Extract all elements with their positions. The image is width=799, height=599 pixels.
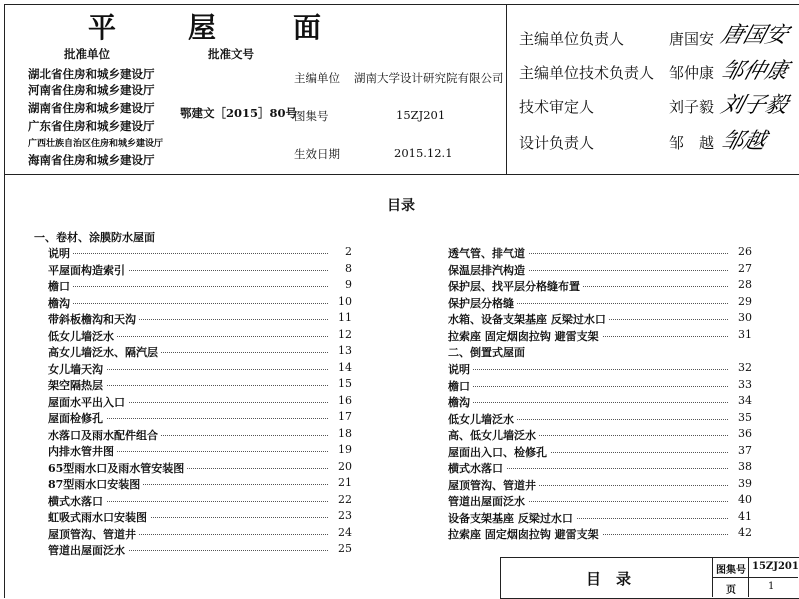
approval-unit-2: 河南省住房和城乡建设厅	[28, 83, 155, 97]
toc-row	[48, 245, 352, 261]
toc-entry-title: 虹吸式雨水口安装图	[48, 509, 150, 525]
toc-entry-title: 保护层、找平层分格缝布置	[448, 278, 583, 294]
toc-entry-title: 横式水落口	[448, 460, 506, 476]
toc-row	[448, 477, 752, 493]
toc-entry-page: 23	[338, 509, 352, 522]
toc-leader-dots	[48, 303, 328, 304]
frame-left	[4, 4, 5, 598]
toc-entry-page: 19	[338, 443, 352, 456]
toc-row	[48, 443, 352, 459]
toc-entry-title: 保温层排汽构造	[448, 262, 528, 278]
footer-page-value: 1	[768, 581, 775, 592]
toc-entry-title: 说明	[448, 361, 473, 377]
toc-title: 目录	[387, 198, 415, 214]
toc-entry-title: 屋面检修孔	[48, 410, 106, 426]
atlas-label: 图集号	[294, 109, 329, 123]
toc-entry-page: 34	[738, 394, 752, 407]
toc-entry-page: 31	[738, 327, 752, 341]
toc-row	[448, 245, 752, 261]
toc-entry-page: 24	[338, 525, 352, 539]
toc-entry-page: 42	[738, 526, 752, 539]
toc-row	[448, 526, 752, 542]
date-label: 生效日期	[294, 147, 340, 161]
title-char-3: 面	[293, 11, 324, 44]
toc-entry-title: 管道出屋面泛水	[48, 542, 128, 558]
toc-entry-title: 说明	[48, 245, 73, 261]
toc-row	[448, 311, 752, 327]
toc-entry-page: 17	[338, 410, 352, 423]
toc-entry-title: 女儿墙天沟	[48, 361, 106, 377]
toc-entry-title: 保护层分格缝	[448, 295, 517, 311]
toc-entry-title: 檐口	[48, 278, 73, 294]
footer-atlas-label: 图集号	[716, 565, 746, 576]
toc-entry-page: 21	[338, 476, 352, 489]
toc-entry-title: 屋面水平出入口	[48, 394, 128, 410]
toc-entry-title: 拉索座 固定烟囱拉钩 避雷支架	[448, 526, 602, 542]
toc-row	[448, 411, 752, 427]
toc-row	[48, 427, 352, 443]
toc-row	[48, 295, 352, 311]
toc-entry-title: 屋顶管沟、管道井	[48, 526, 139, 542]
toc-row	[48, 262, 352, 278]
toc-entry-title: 水箱、设备支架基座 反梁过水口	[448, 311, 609, 327]
footer-page-label: 页	[726, 585, 736, 596]
title-char-2: 屋	[188, 11, 219, 44]
toc-entry-title: 带斜板檐沟和天沟	[48, 311, 139, 327]
approval-doc-label: 批准文号	[208, 47, 254, 61]
approval-unit-3: 湖南省住房和城乡建设厅	[28, 101, 155, 115]
title-char-1: 平	[88, 11, 119, 44]
toc-entry-page: 28	[738, 278, 752, 291]
toc-entry-title: 屋顶管沟、管道井	[448, 477, 539, 493]
signoff-role-1: 主编单位负责人	[519, 30, 625, 48]
toc-entry-page: 16	[338, 393, 352, 407]
approval-unit-4: 广东省住房和城乡建设厅	[28, 119, 155, 133]
toc-section-2: 二、倒置式屋面	[448, 346, 525, 359]
frame-header-bottom	[4, 174, 799, 175]
toc-entry-page: 20	[338, 459, 352, 473]
toc-row	[48, 394, 352, 410]
toc-entry-page: 2	[345, 245, 352, 258]
toc-row	[48, 460, 352, 476]
toc-entry-title: 水落口及雨水配件组合	[48, 427, 161, 443]
toc-leader-dots	[448, 402, 728, 403]
signature-4: 邹越	[718, 129, 769, 154]
toc-entry-title: 高、低女儿墙泛水	[448, 427, 539, 443]
toc-row	[448, 361, 752, 377]
signoff-role-4: 设计负责人	[519, 134, 595, 152]
toc-entry-title: 低女儿墙泛水	[48, 328, 117, 344]
toc-row	[48, 526, 352, 542]
toc-entry-title: 檐沟	[48, 295, 73, 311]
toc-row	[48, 377, 352, 393]
toc-entry-title: 拉索座 固定烟囱拉钩 避雷支架	[448, 328, 602, 344]
toc-row	[448, 378, 752, 394]
toc-row	[448, 493, 752, 509]
toc-entry-title: 65型雨水口及雨水管安装图	[48, 460, 187, 476]
toc-row	[48, 361, 352, 377]
editor-label: 主编单位	[294, 71, 340, 85]
toc-entry-page: 35	[738, 410, 752, 424]
signoff-role-2: 主编单位技术负责人	[519, 64, 655, 82]
toc-row	[48, 328, 352, 344]
approval-unit-label: 批准单位	[64, 47, 110, 61]
toc-leader-dots	[48, 286, 328, 287]
toc-entry-page: 25	[338, 542, 352, 555]
toc-entry-page: 37	[738, 443, 752, 457]
approval-doc-number: 鄂建文［2015］80号	[180, 106, 298, 120]
toc-entry-page: 10	[338, 294, 352, 308]
atlas-value: 15ZJ201	[396, 108, 446, 122]
toc-entry-page: 38	[738, 460, 752, 473]
toc-entry-page: 40	[738, 493, 752, 506]
toc-row	[48, 344, 352, 360]
toc-entry-title: 设备支架基座 反梁过水口	[448, 510, 576, 526]
toc-entry-title: 87型雨水口安装图	[48, 476, 143, 492]
toc-row	[48, 278, 352, 294]
toc-entry-title: 檐口	[448, 378, 473, 394]
toc-entry-page: 13	[338, 344, 352, 357]
toc-entry-title: 屋面出入口、检修孔	[448, 444, 550, 460]
toc-entry-page: 11	[338, 311, 352, 324]
toc-leader-dots	[48, 253, 328, 254]
signature-3: 刘子毅	[718, 93, 791, 118]
toc-entry-page: 22	[338, 492, 352, 506]
toc-row	[448, 444, 752, 460]
toc-entry-page: 39	[738, 476, 752, 490]
toc-row	[48, 493, 352, 509]
footer-atlas-value: 15ZJ201	[752, 561, 799, 572]
title-block	[0, 0, 799, 175]
toc-entry-page: 14	[338, 360, 352, 374]
toc-row	[448, 394, 752, 410]
signature-1: 唐国安	[718, 23, 791, 48]
toc-row	[48, 311, 352, 327]
header-divider	[506, 4, 507, 174]
toc-row	[448, 427, 752, 443]
editor-value: 湖南大学设计研究院有限公司	[354, 71, 504, 85]
frame-top	[4, 4, 799, 5]
toc-row	[48, 410, 352, 426]
toc-entry-page: 32	[738, 361, 752, 374]
toc-entry-page: 15	[338, 377, 352, 390]
toc-row	[448, 460, 752, 476]
toc-row	[448, 262, 752, 278]
toc-entry-title: 架空隔热层	[48, 377, 106, 393]
toc-entry-title: 高女儿墙泛水、隔汽层	[48, 344, 161, 360]
signoff-name-2: 邹仲康	[669, 64, 715, 82]
footer-title: 目 录	[586, 570, 632, 588]
toc-entry-page: 33	[738, 377, 752, 391]
toc-leader-dots	[448, 369, 728, 370]
toc-entry-title: 横式水落口	[48, 493, 106, 509]
toc-row	[48, 509, 352, 525]
toc-entry-page: 27	[738, 261, 752, 275]
toc-entry-title: 透气管、排气道	[448, 245, 528, 261]
footer-hline	[712, 577, 798, 578]
signature-2: 邹仲康	[718, 59, 791, 84]
toc-entry-title: 内排水管井图	[48, 443, 117, 459]
signoff-name-1: 唐国安	[669, 30, 715, 48]
toc-row	[448, 510, 752, 526]
toc-entry-title: 平屋面构造索引	[48, 262, 128, 278]
date-value: 2015.12.1	[394, 146, 453, 160]
signoff-name-3: 刘子毅	[669, 98, 715, 116]
signoff-role-3: 技术审定人	[519, 98, 595, 116]
toc-entry-title: 檐沟	[448, 394, 473, 410]
toc-entry-title: 低女儿墙泛水	[448, 411, 517, 427]
toc-entry-page: 30	[738, 311, 752, 324]
toc-row	[448, 278, 752, 294]
toc-entry-title: 管道出屋面泛水	[448, 493, 528, 509]
toc-row	[48, 476, 352, 492]
toc-entry-page: 9	[345, 278, 352, 291]
toc-entry-page: 18	[338, 426, 352, 440]
toc-entry-page: 29	[738, 294, 752, 308]
toc-entry-page: 36	[738, 427, 752, 440]
toc-row	[448, 295, 752, 311]
toc-row	[48, 542, 352, 558]
toc-entry-page: 8	[345, 261, 352, 275]
toc-entry-page: 12	[338, 327, 352, 341]
approval-unit-6: 海南省住房和城乡建设厅	[28, 153, 155, 167]
signoff-name-4: 邹 越	[669, 134, 715, 152]
toc-leader-dots	[448, 386, 728, 387]
toc-row	[448, 328, 752, 344]
approval-unit-5: 广西壮族自治区住房和城乡建设厅	[28, 139, 164, 149]
toc-entry-page: 26	[738, 245, 752, 258]
approval-unit-1: 湖北省住房和城乡建设厅	[28, 67, 155, 81]
toc-section-1: 一、卷材、涂膜防水屋面	[34, 231, 155, 244]
toc-entry-page: 41	[738, 509, 752, 523]
